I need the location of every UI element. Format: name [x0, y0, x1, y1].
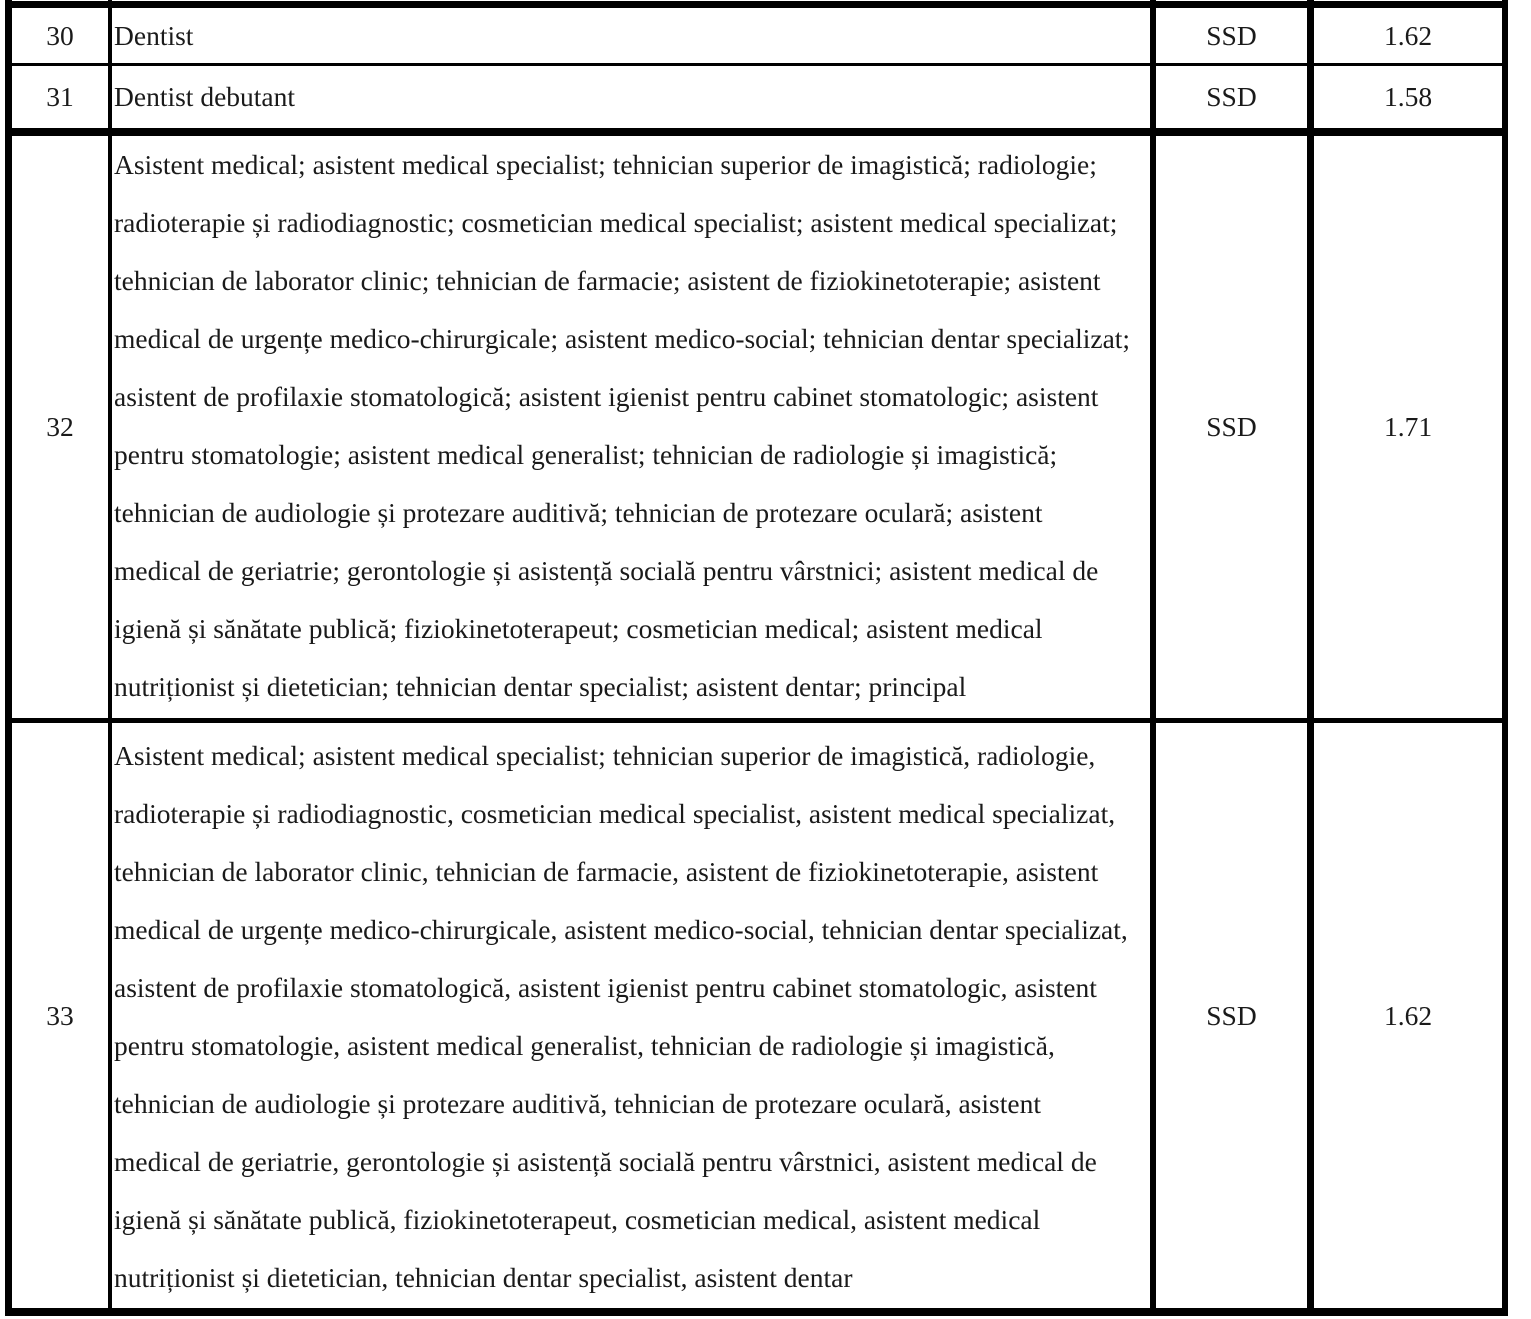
description-line: nutriționist și dietetician; tehnician dentar specialist; asistent dentar; principal — [114, 671, 967, 702]
description-line: medical de geriatrie, gerontologie și asistență socială pentru vârstnici, asistent medical de — [114, 1146, 1097, 1177]
education-level-cell: SSD — [1206, 999, 1257, 1031]
education-level-cell: SSD — [1206, 81, 1257, 112]
description-cell — [114, 723, 1150, 1308]
row-number-cell: 31 — [46, 81, 74, 112]
description-cell — [114, 8, 1150, 63]
row-number-cell: 32 — [46, 411, 74, 442]
description-line: asistent de profilaxie stomatologică, asistent igienist pentru cabinet stomatologic, asistent — [114, 972, 1097, 1003]
description-line: tehnician de audiologie și protezare auditivă, tehnician de protezare oculară, asistent — [114, 1088, 1041, 1119]
description-line: igienă și sănătate publică, fiziokinetoterapeut, cosmetician medical, asistent medical — [114, 1204, 1041, 1235]
description-line: igienă și sănătate publică; fiziokinetoterapeut; cosmetician medical; asistent medical — [114, 613, 1043, 644]
row-separator-31-32 — [5, 128, 1508, 136]
description-line: medical de geriatrie; gerontologie și asistență socială pentru vârstnici; asistent medical de — [114, 555, 1099, 586]
description-line: medical de urgențe medico-chirurgicale, asistent medico-social, tehnician dentar specializat, — [114, 914, 1128, 945]
table-row — [0, 136, 1531, 718]
table-border-bottom — [5, 1308, 1508, 1316]
row-number-cell: 33 — [46, 999, 74, 1031]
description-lines — [114, 136, 1150, 716]
description-text: Dentist — [114, 19, 194, 51]
coefficient-cell: 1.58 — [1383, 81, 1433, 112]
description-line: tehnician de audiologie și protezare auditivă; tehnician de protezare oculară; asistent — [114, 497, 1043, 528]
education-level-cell: SSD — [1206, 19, 1257, 51]
description-cell — [114, 136, 1150, 718]
description-line: nutriționist și dietetician, tehnician dentar specialist, asistent dentar — [114, 1262, 853, 1293]
coefficient-cell: 1.71 — [1383, 411, 1433, 442]
description-line: radioterapie și radiodiagnostic; cosmetician medical specialist; asistent medical specializat; — [114, 207, 1118, 238]
description-line: Asistent medical; asistent medical specialist; tehnician superior de imagistică; radiologie; — [114, 149, 1097, 180]
description-line: pentru stomatologie; asistent medical generalist; tehnician de radiologie și imagistică; — [114, 439, 1058, 470]
description-cell — [114, 66, 1150, 128]
table-row — [0, 723, 1531, 1308]
table-row — [0, 66, 1531, 128]
coefficient-cell: 1.62 — [1383, 19, 1433, 51]
description-line: asistent de profilaxie stomatologică; asistent igienist pentru cabinet stomatologic; asistent — [114, 381, 1099, 412]
description-line: tehnician de laborator clinic; tehnician de farmacie; asistent de fiziokinetoterapie; asistent — [114, 265, 1101, 296]
description-lines — [114, 727, 1150, 1307]
education-level-cell: SSD — [1206, 411, 1257, 442]
description-line: tehnician de laborator clinic, tehnician de farmacie, asistent de fiziokinetoterapie, asistent — [114, 856, 1099, 887]
description-line: pentru stomatologie, asistent medical generalist, tehnician de radiologie și imagistică, — [114, 1030, 1055, 1061]
table-row — [0, 8, 1531, 63]
row-number-cell: 30 — [46, 19, 74, 51]
coefficient-cell: 1.62 — [1383, 999, 1433, 1031]
table-border-top — [5, 1, 1508, 8]
description-line: medical de urgențe medico-chirurgicale; asistent medico-social; tehnician dentar specializat; — [114, 323, 1131, 354]
description-text: Dentist debutant — [114, 81, 296, 112]
description-line: Asistent medical; asistent medical specialist; tehnician superior de imagistică, radiologie, — [114, 740, 1096, 771]
description-line: radioterapie și radiodiagnostic, cosmetician medical specialist, asistent medical specializat, — [114, 798, 1116, 829]
